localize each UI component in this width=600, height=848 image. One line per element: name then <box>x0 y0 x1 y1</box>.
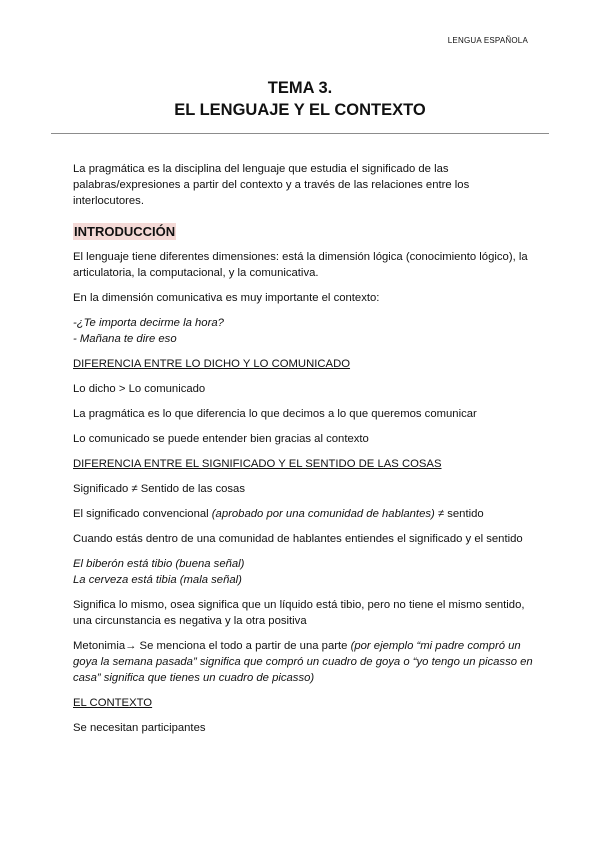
heading-contexto: EL CONTEXTO <box>73 697 153 709</box>
convencional-start: El significado convencional <box>73 508 212 520</box>
dicho-compare: Lo dicho > Lo comunicado <box>73 383 206 395</box>
convencional-end: ≠ sentido <box>434 508 484 520</box>
title-divider <box>51 133 549 134</box>
metonimia-italic: (por ejemplo “mi padre compró un goya la semana pasada” significa que compró un cuadro de goya o “yo tengo un picasso en casa” significa que tienes un cuadro de picasso) <box>73 640 533 684</box>
heading-dicho-comunicado: DIFERENCIA ENTRE LO DICHO Y LO COMUNICADO <box>73 358 351 370</box>
page-header-subject: LENGUA ESPAÑOLA <box>447 36 528 45</box>
dimensions-paragraph: El lenguaje tiene diferentes dimensiones: está la dimensión lógica (conocimiento lógico), la articulatoria, la computacional, y la comunicativa. <box>73 251 528 279</box>
metonimia-paragraph <box>73 638 533 686</box>
example-line-2: La cerveza está tibia (mala señal) <box>73 574 242 586</box>
document-title <box>0 77 600 121</box>
example-line-1: El biberón está tibio (buena señal) <box>73 558 245 570</box>
title-line-1: TEMA 3. <box>267 79 333 97</box>
document-body <box>73 161 533 745</box>
metonimia-start: Metonimia→ Se menciona el todo a partir de una parte <box>73 640 351 652</box>
comunicado-paragraph: Lo comunicado se puede entender bien gracias al contexto <box>73 433 369 445</box>
pragmatica-paragraph: La pragmática es lo que diferencia lo que decimos a lo que queremos comunicar <box>73 408 477 420</box>
dialog-line-2: - Mañana te dire eso <box>73 333 177 345</box>
title-line-2: EL LENGUAJE Y EL CONTEXTO <box>174 101 426 119</box>
convencional-italic: (aprobado por una comunidad de hablantes) <box>211 508 435 520</box>
dialog-line-1: -¿Te importa decirme la hora? <box>73 317 224 329</box>
introduccion-heading: INTRODUCCIÓN <box>74 224 176 239</box>
participantes-paragraph: Se necesitan participantes <box>73 722 206 734</box>
significa-paragraph: Significa lo mismo, osea significa que un líquido está tibio, pero no tiene el mismo sentido, una circunstancia es negativa y la otra positiva <box>73 599 525 627</box>
significado-compare: Significado ≠ Sentido de las cosas <box>73 483 245 495</box>
tibio-examples <box>73 556 533 588</box>
dialog-example <box>73 315 533 347</box>
comunidad-paragraph: Cuando estás dentro de una comunidad de hablantes entiendes el significado y el sentido <box>73 533 523 545</box>
communicative-paragraph: En la dimensión comunicativa es muy importante el contexto: <box>73 292 380 304</box>
convencional-paragraph <box>73 506 533 522</box>
intro-paragraph: La pragmática es la disciplina del lenguaje que estudia el significado de las palabras/expresiones a partir del contexto y a través de las relaciones entre los interlocutores. <box>73 163 470 207</box>
heading-significado-sentido: DIFERENCIA ENTRE EL SIGNIFICADO Y EL SENTIDO DE LAS COSAS <box>73 458 442 470</box>
